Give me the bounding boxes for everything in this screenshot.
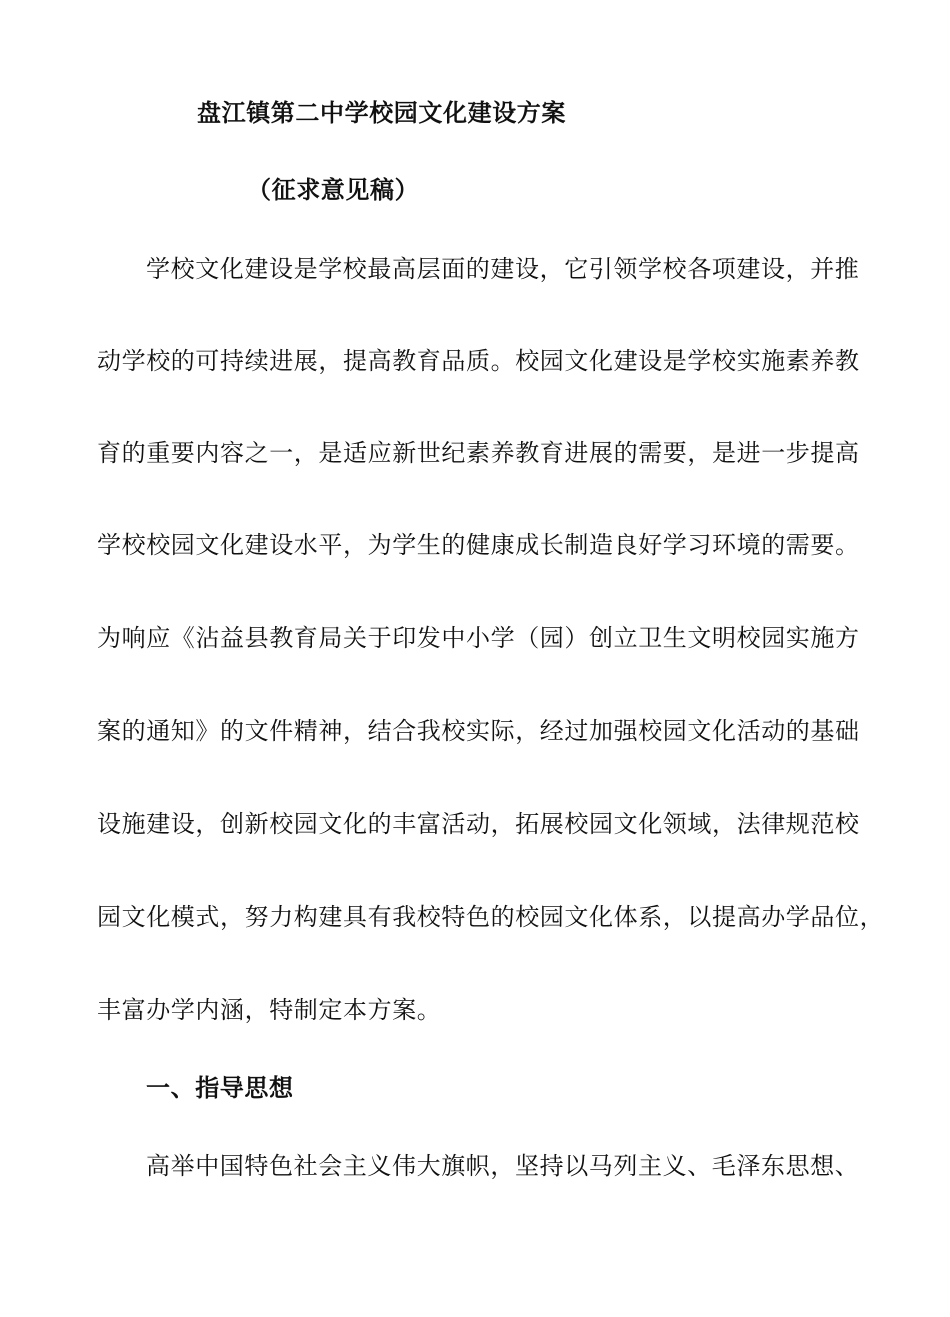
- paragraph-line: 为响应《沾益县教育局关于印发中小学（园）创立卫生文明校园实施方: [97, 624, 860, 652]
- paragraph-line: 动学校的可持续进展，提高教育品质。校园文化建设是学校实施素养教: [97, 347, 860, 375]
- document-title: 盘江镇第二中学校园文化建设方案: [197, 99, 566, 127]
- paragraph-line: 园文化模式，努力构建具有我校特色的校园文化体系，以提高办学品位，: [97, 903, 885, 931]
- paragraph-line: 育的重要内容之一，是适应新世纪素养教育进展的需要，是进一步提高: [97, 439, 860, 467]
- paragraph-line: 高举中国特色社会主义伟大旗帜，坚持以马列主义、毛泽东思想、: [146, 1152, 860, 1180]
- paragraph-line: 案的通知》的文件精神，结合我校实际，经过加强校园文化活动的基础: [97, 717, 860, 745]
- section-heading: 一、指导思想: [146, 1074, 294, 1102]
- paragraph-line: 学校校园文化建设水平，为学生的健康成长制造良好学习环境的需要。: [97, 531, 860, 559]
- paragraph-line: 设施建设，创新校园文化的丰富活动，拓展校园文化领域，法律规范校: [97, 810, 860, 838]
- document-subtitle: （征求意见稿）: [247, 176, 420, 204]
- paragraph-line: 学校文化建设是学校最高层面的建设，它引领学校各项建设，并推: [146, 255, 860, 283]
- paragraph-line: 丰富办学内涵，特制定本方案。: [97, 996, 442, 1024]
